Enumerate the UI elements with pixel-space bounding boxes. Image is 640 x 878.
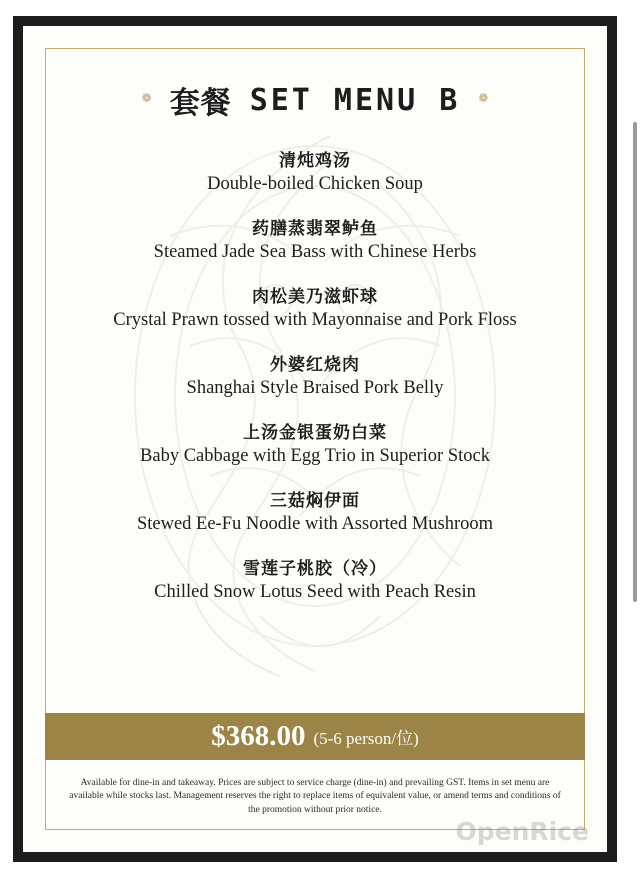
openrice-watermark: OpenRice bbox=[455, 817, 589, 846]
list-item bbox=[53, 554, 577, 603]
list-item bbox=[53, 350, 577, 399]
menu-title-en: SET MENU B bbox=[249, 82, 461, 118]
list-item bbox=[53, 282, 577, 331]
menu-poster bbox=[23, 26, 607, 852]
list-item bbox=[53, 146, 577, 195]
dish-name-cn: 三菇焖伊面 bbox=[270, 491, 360, 511]
dish-name-cn: 雪莲子桃胶（冷） bbox=[243, 559, 387, 579]
dish-name-en: Crystal Prawn tossed with Mayonnaise and Pork Floss bbox=[113, 310, 517, 330]
list-item bbox=[53, 486, 577, 535]
vertical-scrollbar[interactable] bbox=[633, 122, 637, 602]
dish-name-en: Steamed Jade Sea Bass with Chinese Herbs bbox=[153, 242, 477, 262]
menu-header bbox=[23, 78, 607, 122]
dish-name-cn: 上汤金银蛋奶白菜 bbox=[243, 423, 387, 443]
dish-name-en: Chilled Snow Lotus Seed with Peach Resin bbox=[154, 582, 476, 602]
list-item bbox=[53, 214, 577, 263]
price-note: (5-6 person/位) bbox=[313, 729, 419, 748]
ornament-left-icon: ❁ bbox=[141, 91, 152, 105]
dish-name-cn: 肉松美乃滋虾球 bbox=[252, 287, 378, 307]
menu-content bbox=[23, 26, 607, 852]
dish-name-en: Baby Cabbage with Egg Trio in Superior Stock bbox=[140, 446, 490, 466]
price-amount: $368.00 bbox=[211, 720, 306, 752]
dish-name-cn: 药膳蒸翡翠鲈鱼 bbox=[252, 219, 378, 239]
dish-name-cn: 清炖鸡汤 bbox=[279, 151, 351, 171]
ornament-right-icon: ❁ bbox=[478, 91, 489, 105]
disclaimer-text: Available for dine-in and takeaway. Prices are subject to service charge (dine-in) and prevailing GST. Items in set menu are available while stocks last. Management reserves the right to replace items of equivalent value, or amend terms and conditions of the promotion without prior notice. bbox=[69, 777, 561, 816]
dish-list bbox=[53, 146, 577, 622]
price-banner bbox=[45, 713, 585, 760]
menu-poster-frame bbox=[13, 16, 617, 862]
dish-name-cn: 外婆红烧肉 bbox=[270, 355, 360, 375]
dish-name-en: Shanghai Style Braised Pork Belly bbox=[186, 378, 444, 398]
dish-name-en: Double-boiled Chicken Soup bbox=[207, 174, 423, 194]
list-item bbox=[53, 418, 577, 467]
dish-name-en: Stewed Ee-Fu Noodle with Assorted Mushroom bbox=[136, 514, 494, 534]
menu-title-cn: 套餐 bbox=[169, 86, 232, 121]
